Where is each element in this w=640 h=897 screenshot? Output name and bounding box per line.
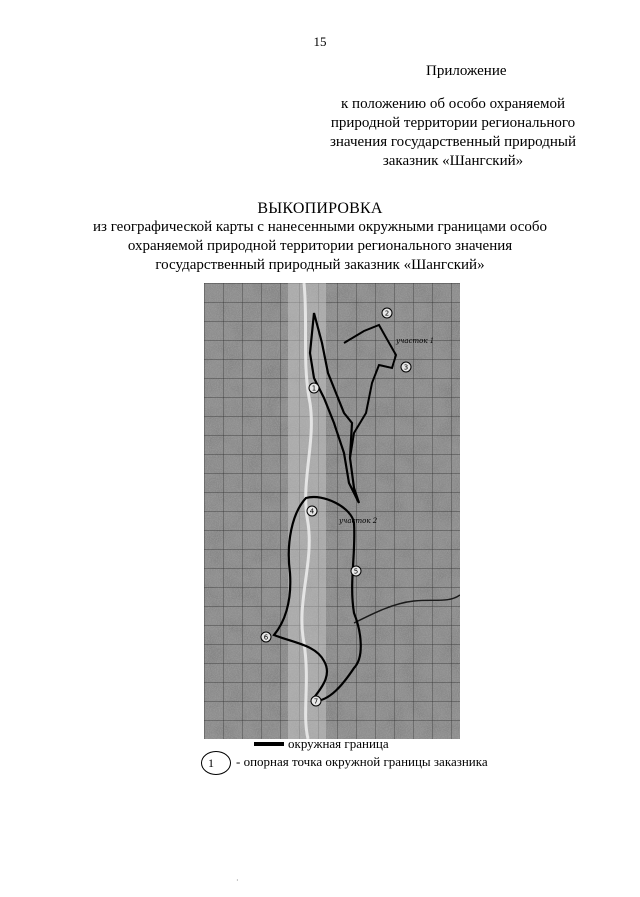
map-grid (204, 283, 460, 739)
plot-1-label: участок 1 (396, 337, 435, 345)
page-number: 15 (313, 34, 327, 49)
legend-point-symbol: 1 (201, 751, 231, 775)
subtitle-line: государственный природный заказник «Шангский» (155, 257, 485, 273)
map-point-label: 3 (403, 363, 409, 372)
map-point-label: 7 (313, 697, 319, 706)
subtitle-line: охраняемой природной территории регионального значения (127, 238, 513, 254)
document-subtitle (60, 218, 580, 275)
appendix-title: Приложение (426, 63, 507, 79)
subtitle-line: из географической карты с нанесенными окружными границами особо (93, 219, 547, 235)
appendix-reference (318, 95, 588, 171)
appendix-line: к положению об особо охраняемой (341, 96, 565, 112)
footer-mark: · (236, 876, 239, 885)
appendix-line: заказник «Шангский» (382, 153, 524, 169)
document-title: ВЫКОПИРОВКА (257, 200, 383, 217)
legend-boundary-label: окружная граница (288, 736, 389, 751)
plot-2-label: участок 2 (339, 517, 378, 525)
map-point-label: 1 (311, 384, 317, 393)
map-point-label: 6 (263, 633, 269, 642)
map-point-label: 5 (353, 567, 359, 576)
map-extract (204, 283, 460, 739)
map-point-label: 2 (384, 309, 390, 318)
appendix-line: природной территории регионального (330, 115, 576, 131)
legend-boundary-sample (254, 742, 284, 746)
legend-point-label: - опорная точка окружной границы заказника (236, 754, 488, 769)
appendix-line: значения государственный природный (329, 134, 577, 150)
map-point-label: 4 (309, 507, 315, 516)
